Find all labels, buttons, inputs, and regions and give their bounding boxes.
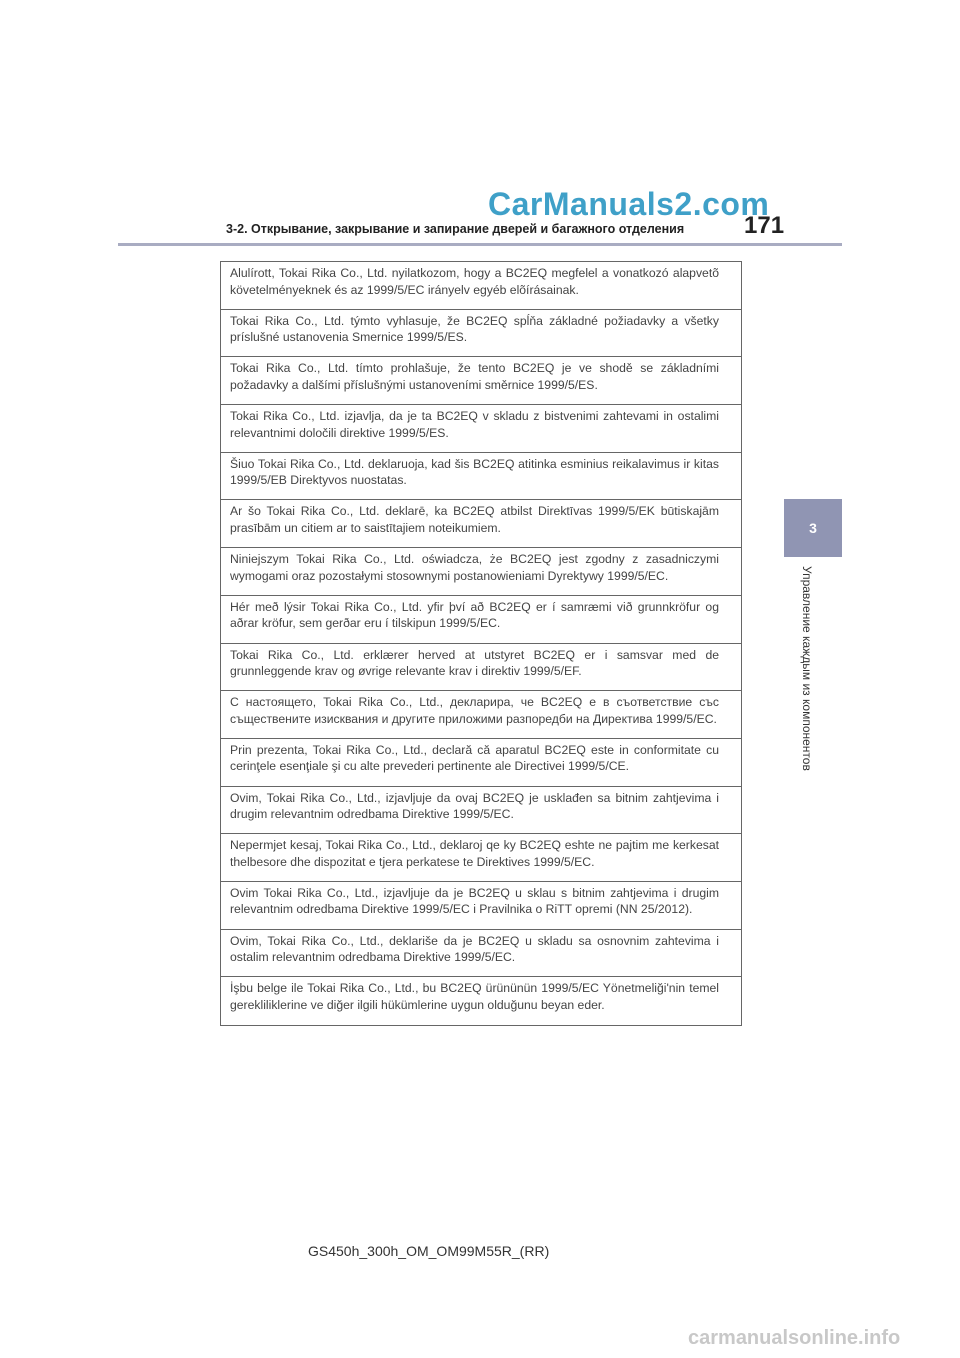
declaration-row-hungarian: Alulírott, Tokai Rika Co., Ltd. nyilatkozom, hogy a BC2EQ megfelel a vonatkozó alapvetõ követelményeknek és az 1999/5/EC irányelv egyéb elõírásainak. xyxy=(221,262,741,310)
chapter-number: 3 xyxy=(809,520,817,536)
declaration-row-bosnian: Ovim, Tokai Rika Co., Ltd., izjavljuje da ovaj BC2EQ je usklađen sa bitnim zahtjevima i drugim relevantnim odredbama Direktive 1999/5/EC. xyxy=(221,787,741,835)
chapter-tab-label: Управление каждым из компонентов xyxy=(800,566,814,771)
declaration-row-slovak: Tokai Rika Co., Ltd. týmto vyhlasuje, že BC2EQ spĺňa základné požiadavky a všetky príslušné ustanovenia Smernice 1999/5/ES. xyxy=(221,310,741,358)
carmanualsonline-watermark: carmanualsonline.info xyxy=(688,1327,901,1349)
declaration-row-slovenian: Tokai Rika Co., Ltd. izjavlja, da je ta BC2EQ v skladu z bistvenimi zahtevami in ostalimi relevantnimi določili direktive 1999/5/ES. xyxy=(221,405,741,453)
declaration-row-turkish: İşbu belge ile Tokai Rika Co., Ltd., bu BC2EQ ürününün 1999/5/EC Yönetmeliği'nin temel gerekliliklerine ve diğer ilgili hükümlerine uygun olduğunu beyan eder. xyxy=(230,981,719,1012)
declaration-row-albanian: Nepermjet kesaj, Tokai Rika Co., Ltd., deklaroj qe ky BC2EQ eshte ne pajtim me kerkesat thelbesore dhe dispozitat e tjera perkatese te Direktives 1999/5/EC. xyxy=(221,834,741,882)
declaration-row-bulgarian: С настоящето, Tokai Rika Co., Ltd., декларира, че BC2EQ е в съответствие със съществените изисквания и другите приложими разпоредби на Директива 1999/5/ЕС. xyxy=(221,691,741,739)
declaration-row-croatian: Ovim Tokai Rika Co., Ltd., izjavljuje da je BC2EQ u sklau s bitnim zahtjevima i drugim relevantnim odredbama Direktive 1999/5/EC i Pravilnika o RiTT opremi (NN 25/2012). xyxy=(221,882,741,930)
page-number: 171 xyxy=(744,212,785,239)
declaration-row-polish: Niniejszym Tokai Rika Co., Ltd. oświadcza, że BC2EQ jest zgodny z zasadniczymi wymogami oraz pozostałymi stosownymi postanowieniami Dyrektywy 1999/5/EC. xyxy=(221,548,741,596)
declaration-row-czech: Tokai Rika Co., Ltd. tímto prohlašuje, že tento BC2EQ je ve shodě se základními požadavky a dalšími příslušnými ustanoveními směrnice 1999/5/ES. xyxy=(221,357,741,405)
declaration-row-norwegian: Tokai Rika Co., Ltd. erklærer herved at utstyret BC2EQ er i samsvar med de grunnleggende krav og øvrige relevante krav i direktiv 1999/5/EF. xyxy=(221,644,741,692)
declaration-row-serbian: Ovim, Tokai Rika Co., Ltd., deklariše da je BC2EQ u skladu sa osnovnim zahtevima i ostalim relevantnim odredbama Direktive 1999/5/EC. xyxy=(221,930,741,978)
model-code: GS450h_300h_OM_OM99M55R_(RR) xyxy=(308,1243,550,1259)
declaration-row-icelandic: Hér með lýsir Tokai Rika Co., Ltd. yfir því að BC2EQ er í samræmi við grunnkröfur og aðrar kröfur, sem gerðar eru í tilskipun 1999/5/EC. xyxy=(221,596,741,644)
carmanuals-watermark: CarManuals2.com xyxy=(488,186,770,222)
declaration-row-romanian: Prin prezenta, Tokai Rika Co., Ltd., declară că aparatul BC2EQ este in conformitate cu cerinţele esenţiale şi cu alte prevederi pertinente ale Directivei 1999/5/CE. xyxy=(221,739,741,787)
declaration-row-lithuanian: Šiuo Tokai Rika Co., Ltd. deklaruoja, kad šis BC2EQ atitinka esminius reikalavimus ir kitas 1999/5/EB Direktyvos nuostatas. xyxy=(221,453,741,501)
header-rule xyxy=(118,243,842,246)
section-title: 3-2. Открывание, закрывание и запирание дверей и багажного отделения xyxy=(226,222,685,236)
declarations-table xyxy=(220,261,742,1026)
declaration-row-latvian: Ar šo Tokai Rika Co., Ltd. deklarē, ka BC2EQ atbilst Direktīvas 1999/5/EK būtiskajām prasībām un citiem ar to saistītajiem noteikumiem. xyxy=(221,500,741,548)
chapter-tab[interactable] xyxy=(784,499,842,557)
